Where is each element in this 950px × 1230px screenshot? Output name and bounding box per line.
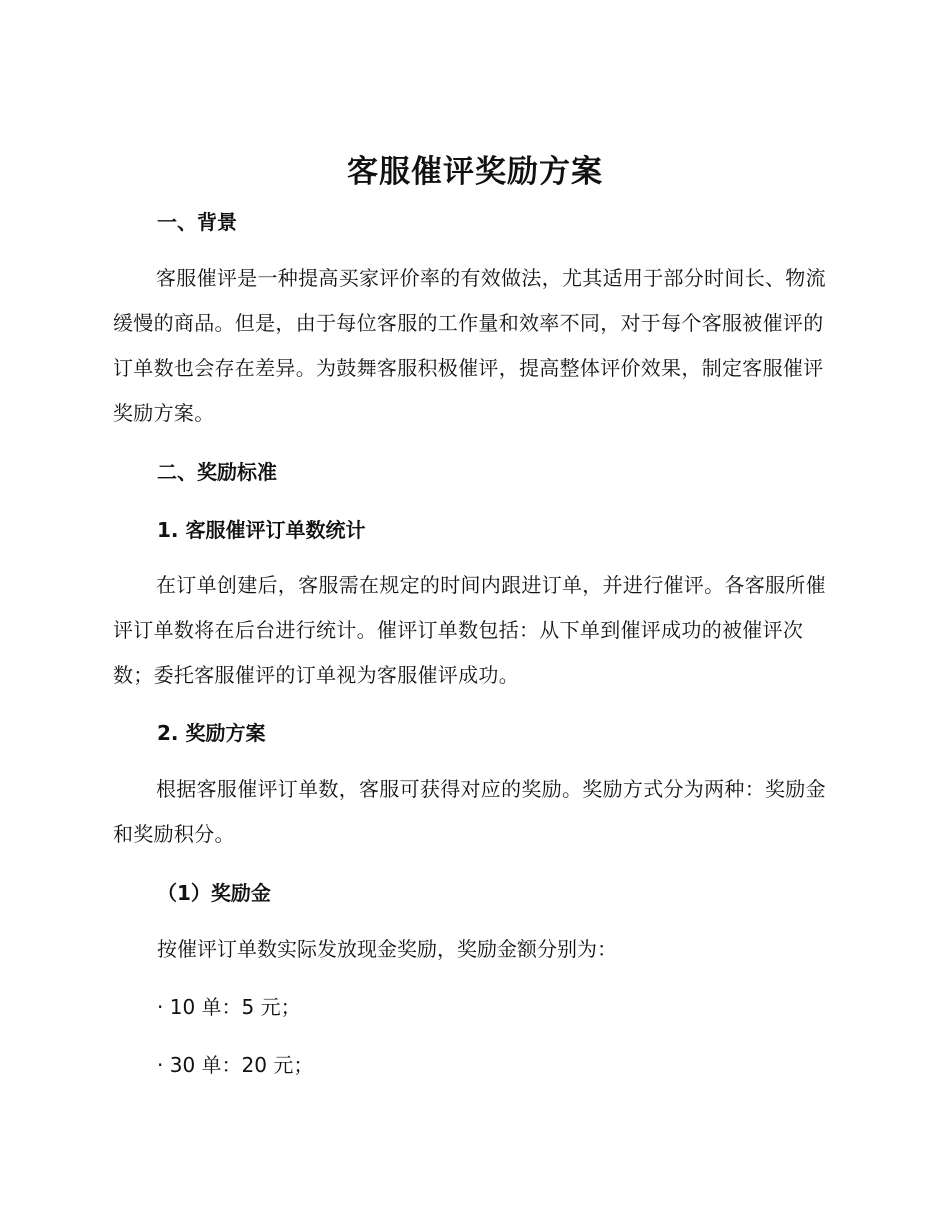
cash-reward-paragraph: 按催评订单数实际发放现金奖励，奖励金额分别为： xyxy=(157,937,617,961)
subheading-cash-reward: （1）奖励金 xyxy=(157,881,271,905)
section-heading-background: 一、背景 xyxy=(157,210,237,234)
list-item: · 30 单：20 元； xyxy=(157,1053,314,1077)
order-stats-paragraph: 在订单创建后，客服需在规定的时间内跟进订单，并进行催评。各客服所催评订单数将在后台进行统计。催评订单数包括：从下单到催评成功的被催评次数；委托客服催评的订单视为客服催评成功。 xyxy=(113,573,826,687)
subheading-order-stats: 1. 客服催评订单数统计 xyxy=(157,518,366,542)
section-heading-standard: 二、奖励标准 xyxy=(157,460,277,484)
reward-plan-paragraph: 根据客服催评订单数，客服可获得对应的奖励。奖励方式分为两种：奖励金和奖励积分。 xyxy=(113,777,826,846)
background-paragraph: 客服催评是一种提高买家评价率的有效做法，尤其适用于部分时间长、物流缓慢的商品。但是，由于每位客服的工作量和效率不同，对于每个客服被催评的订单数也会存在差异。为鼓舞客服积极催评，提高整体评价效果，制定客服催评奖励方案。 xyxy=(113,266,826,425)
subheading-reward-plan: 2. 奖励方案 xyxy=(157,721,266,745)
document-title: 客服催评奖励方案 xyxy=(347,154,603,190)
list-item: · 10 单：5 元； xyxy=(157,995,301,1019)
